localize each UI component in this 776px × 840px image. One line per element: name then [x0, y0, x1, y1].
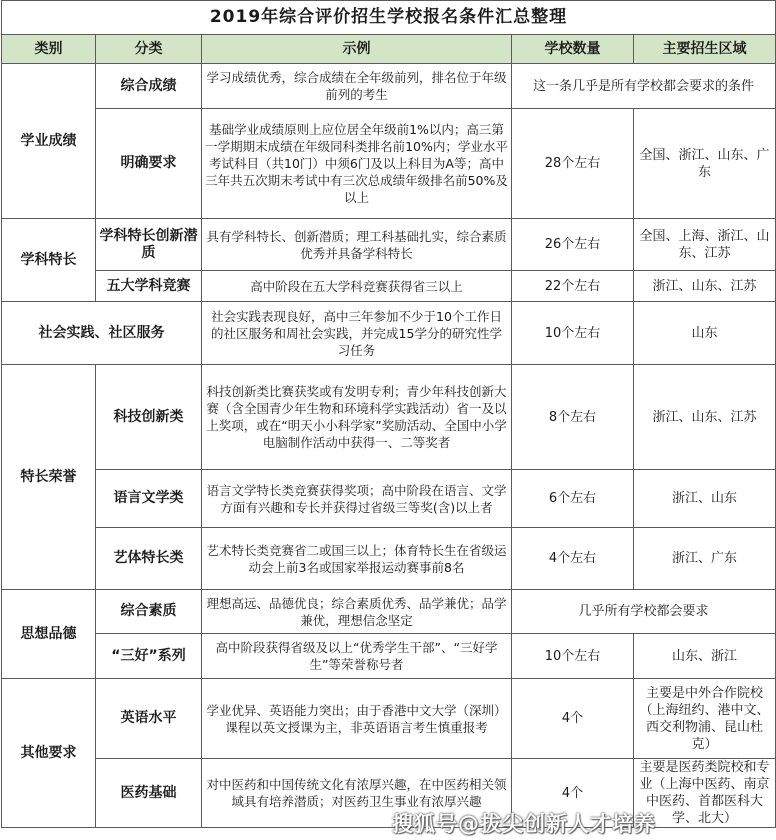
region-cell: 全国、浙江、山东、广东	[634, 109, 776, 219]
example-cell: 艺术特长类竞赛省二或国三以上；体育特长生在省级运动会上前3名或国家举报运动赛事前8名	[202, 528, 512, 590]
category-cell: 思想品德	[2, 590, 96, 679]
example-cell: 学习成绩优秀，综合成绩在全年级前列，排名位于年级前列的考生	[202, 64, 512, 109]
region-cell: 主要是医药类院校和专业（上海中医药、南京中医药、首都医科大学、北大）	[634, 759, 776, 828]
example-cell: 语言文学特长类竞赛获得奖项；高中阶段在语言、文学方面有兴趣和专长并获得过省级三等奖(含)以上者	[202, 470, 512, 528]
subcategory-cell: 医药基础	[96, 759, 202, 828]
example-cell: 高中阶段获得省级及以上“优秀学生干部”、“三好学生”等荣誉称号者	[202, 634, 512, 679]
header-region: 主要招生区域	[634, 35, 776, 64]
example-cell: 学业优异、英语能力突出；由于香港中文大学（深圳）课程以英文授课为主，非英语语言考生慎重报考	[202, 679, 512, 759]
example-cell: 科技创新类比赛获奖或有发明专利；青少年科技创新大赛（含全国青少年生物和环境科学实践活动）省一及以上奖项，或在“明天小小科学家”奖励活动、全国中小学电脑制作活动中获得一、二等奖者	[202, 365, 512, 470]
school-count-cell: 22个左右	[512, 271, 634, 302]
table-row	[2, 302, 776, 365]
header-category: 类别	[2, 35, 96, 64]
subcategory-cell: 艺体特长类	[96, 528, 202, 590]
table-row	[2, 759, 776, 828]
school-count-cell: 4个左右	[512, 528, 634, 590]
school-count-cell: 28个左右	[512, 109, 634, 219]
example-cell: 社会实践表现良好，高中三年参加不少于10个工作日的社区服务和周社会实践，并完成15学分的研究性学习任务	[202, 302, 512, 365]
category-cell: 社会实践、社区服务	[2, 302, 202, 365]
example-cell: 高中阶段在五大学科竞赛获得省三以上	[202, 271, 512, 302]
merged-note-cell: 几乎所有学校都会要求	[512, 590, 776, 634]
example-cell: 理想高远、品德优良；综合素质优秀、品学兼优；品学兼优，理想信念坚定	[202, 590, 512, 634]
subcategory-cell: “三好”系列	[96, 634, 202, 679]
subcategory-cell: 英语水平	[96, 679, 202, 759]
header-school-count: 学校数量	[512, 35, 634, 64]
region-cell: 浙江、广东	[634, 528, 776, 590]
table-row	[2, 219, 776, 271]
school-count-cell: 4个	[512, 679, 634, 759]
table-row	[2, 528, 776, 590]
category-cell: 特长荣誉	[2, 365, 96, 590]
header-subcategory: 分类	[96, 35, 202, 64]
school-count-cell: 26个左右	[512, 219, 634, 271]
admission-conditions-table	[1, 0, 776, 828]
category-cell: 学科特长	[2, 219, 96, 302]
subcategory-cell: 综合成绩	[96, 64, 202, 109]
table-row	[2, 109, 776, 219]
subcategory-cell: 五大学科竞赛	[96, 271, 202, 302]
region-cell: 浙江、山东、江苏	[634, 271, 776, 302]
subcategory-cell: 语言文学类	[96, 470, 202, 528]
region-cell: 浙江、山东	[634, 470, 776, 528]
table-row	[2, 470, 776, 528]
watermark: 搜狐号@拔尖创新人才培养	[392, 812, 656, 836]
region-cell: 山东	[634, 302, 776, 365]
category-cell: 其他要求	[2, 679, 96, 828]
school-count-cell: 6个左右	[512, 470, 634, 528]
school-count-cell: 8个左右	[512, 365, 634, 470]
school-count-cell: 4个	[512, 759, 634, 828]
header-example: 示例	[202, 35, 512, 64]
school-count-cell: 10个左右	[512, 302, 634, 365]
example-cell: 对中医药和中国传统文化有浓厚兴趣，在中医药相关领域具有培养潜质；对医药卫生事业有浓厚兴趣	[202, 759, 512, 828]
school-count-cell: 10个左右	[512, 634, 634, 679]
example-cell: 基础学业成绩原则上应位居全年级前1%以内；高三第一学期期末成绩在年级同科类排名前10%内；学业水平考试科目（共10门）中须6门及以上科目为A等；高中三年共五次期末考试中有三次总成绩年级排名前50%及以上	[202, 109, 512, 219]
table-row	[2, 679, 776, 759]
merged-note-cell: 这一条几乎是所有学校都会要求的条件	[512, 64, 776, 109]
region-cell: 浙江、山东、江苏	[634, 365, 776, 470]
table-row	[2, 634, 776, 679]
region-cell: 山东、浙江	[634, 634, 776, 679]
region-cell: 主要是中外合作院校（上海纽约、港中文、西交利物浦、昆山杜克）	[634, 679, 776, 759]
subcategory-cell: 学科特长创新潜质	[96, 219, 202, 271]
example-cell: 具有学科特长、创新潜质；理工科基础扎实，综合素质优秀并具备学科特长	[202, 219, 512, 271]
table-title: 2019年综合评价招生学校报名条件汇总整理	[2, 1, 776, 35]
table-row	[2, 365, 776, 470]
subcategory-cell: 综合素质	[96, 590, 202, 634]
category-cell: 学业成绩	[2, 64, 96, 219]
table-row	[2, 271, 776, 302]
table-row	[2, 590, 776, 634]
subcategory-cell: 科技创新类	[96, 365, 202, 470]
table-row	[2, 64, 776, 109]
region-cell: 全国、上海、浙江、山东、江苏	[634, 219, 776, 271]
subcategory-cell: 明确要求	[96, 109, 202, 219]
